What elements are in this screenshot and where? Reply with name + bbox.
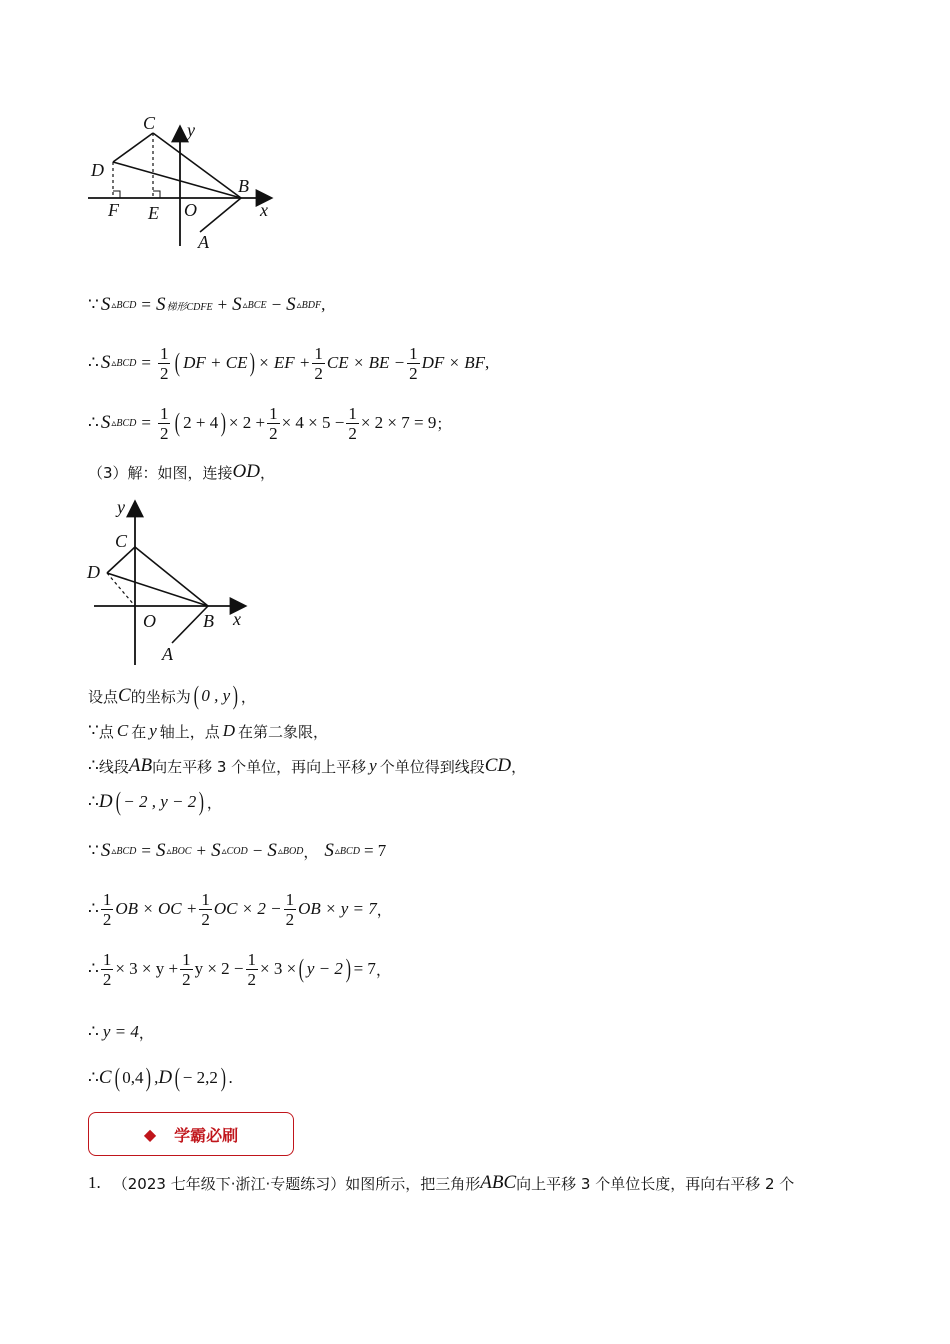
figure-1-coordinate-diagram: [80, 110, 280, 255]
solution-y-result: ∴ y = 4 ，: [88, 1022, 154, 1042]
banner-title: 学霸必刷: [174, 1125, 239, 1145]
fraction-half: $\frac{1}{2}$: [201, 889, 210, 929]
label-B: B: [203, 611, 214, 631]
diamond-icon: ◆: [143, 1124, 157, 1144]
label-B: B: [238, 176, 249, 196]
solution-axis-line: ∵ 点 C 在 y 轴上，点 D 在第二象限，: [88, 721, 329, 741]
solution-d-coordinate: ∴ D ( − 2 , y − 2 ) ，: [88, 787, 222, 816]
solution-equation-1: ∴ $\frac{1}{2}$ OB × OC + $\frac{1}{2}$ OC × 2 − $\frac{1}{2}$ OB × y = 7 ，: [88, 889, 392, 929]
label-C: C: [115, 531, 128, 551]
label-D: D: [91, 160, 104, 180]
fraction-half: $\frac{1}{2}$: [102, 949, 112, 989]
question-1: 1. （2023 七年级下·浙江·专题练习）如图所示，把三角形 ABC 向上平移 3 个单位长度，再向右平移 2 个: [88, 1172, 795, 1193]
label-y: y: [117, 497, 125, 517]
label-A: A: [162, 644, 173, 664]
label-A: A: [198, 232, 209, 252]
fraction-half: $\frac{1}{2}$: [247, 949, 257, 989]
fraction-half: $\frac{1}{2}$: [348, 403, 357, 443]
label-F: F: [108, 200, 119, 220]
label-O: O: [143, 611, 156, 631]
fraction-half: $\frac{1}{2}$: [314, 343, 323, 383]
solution-equation-2: ∴ $\frac{1}{2}$ × 3 × y + $\frac{1}{2}$ y × 2 − $\frac{1}{2}$ × 3 × ( y − 2 ) = 7 ，: [88, 949, 391, 989]
label-C: C: [143, 113, 156, 133]
fraction-half: $\frac{1}{2}$: [159, 403, 169, 443]
fraction-half: $\frac{1}{2}$: [269, 403, 278, 443]
solution-final-answer: ∴ C ( 0,4 ) , D ( − 2,2 ) .: [88, 1063, 233, 1092]
fraction-half: $\frac{1}{2}$: [285, 889, 295, 929]
question-number: 1.: [88, 1173, 101, 1192]
fraction-half: $\frac{1}{2}$: [102, 889, 112, 929]
label-x: x: [233, 609, 241, 629]
solution-line-1: ∵ S ▵BCD = S 梯形CDFE + S ▵BCE − S ▵BDF ,: [88, 294, 326, 315]
label-O: O: [184, 200, 197, 220]
question-source: （2023 七年级下·浙江·专题练习）如图所示，把三角形: [112, 1174, 481, 1193]
section-banner: [88, 1112, 294, 1156]
solution-line-2: ∴ S ▵BCD = $\frac{1}{2}$ ( DF + CE ) × EF + $\frac{1}{2}$ CE × BE − $\frac{1}{2}$ DF × BF ,: [88, 343, 490, 383]
fraction-half: $\frac{1}{2}$: [159, 343, 169, 383]
label-D: D: [87, 562, 100, 582]
solution-line-3: ∴ S ▵BCD = $\frac{1}{2}$ ( 2 + 4 ) × 2 + $\frac{1}{2}$ × 4 × 5 − $\frac{1}{2}$ × 2 × 7 = 9 ；: [88, 403, 452, 443]
figure-2-coordinate-diagram: [82, 495, 257, 670]
label-x: x: [260, 200, 268, 220]
fraction-half: $\frac{1}{2}$: [409, 343, 418, 383]
label-E: E: [148, 203, 159, 223]
fraction-half: $\frac{1}{2}$: [182, 949, 191, 989]
label-y: y: [187, 120, 195, 140]
solution-coordinate-line: 设点 C 的坐标为 ( 0 , y ) ，: [88, 681, 256, 710]
solution-shift-line: ∴ 线段 AB 向左平移 3 个单位，再向上平移 y 个单位得到线段 CD ，: [88, 755, 527, 776]
part-3-heading: （3）解：如图，连接 OD ，: [88, 461, 276, 482]
solution-area-relation: ∵ S ▵BCD = S ▵BOC + S ▵COD − S ▵BOD ， S ▵BCD = 7: [88, 840, 387, 861]
